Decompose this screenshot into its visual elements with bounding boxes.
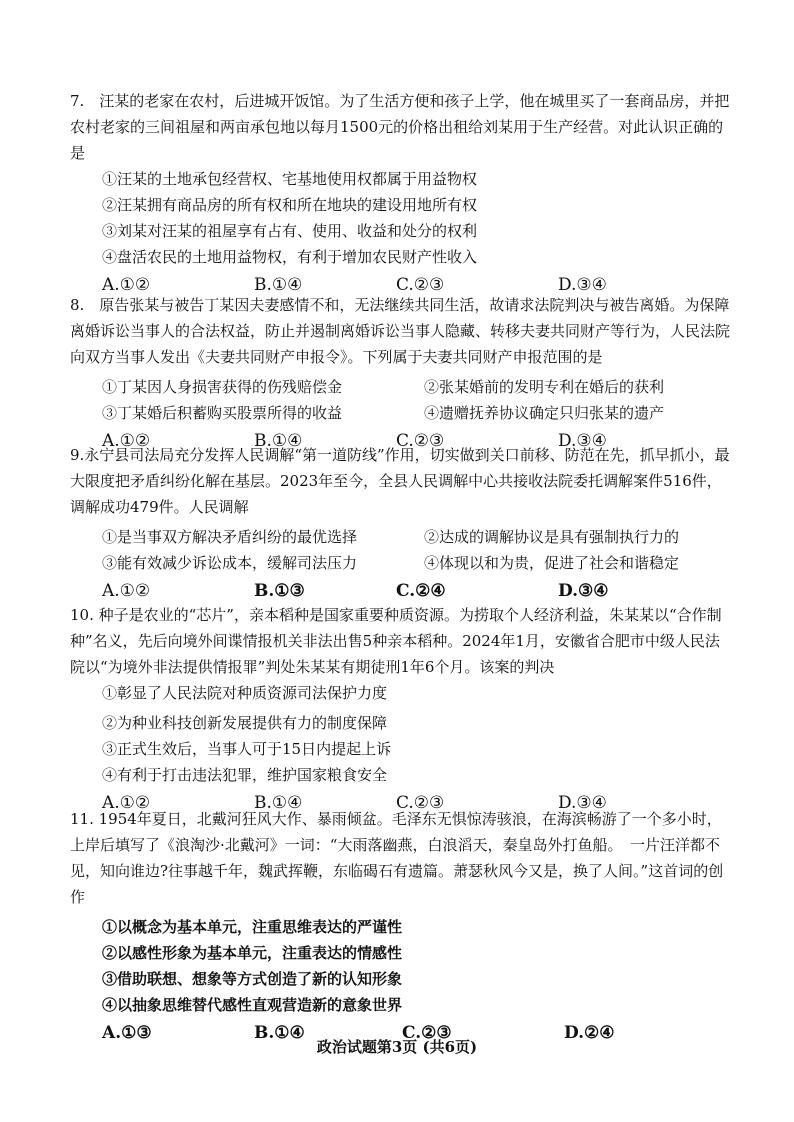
statement: ④盘活农民的土地用益物权，有利于增加农民财产性收入 — [102, 248, 478, 266]
statement: ④有利于打击违法犯罪，维护国家粮食安全 — [102, 766, 388, 784]
question-8 — [70, 292, 734, 456]
option-c: C.②③ — [402, 1023, 452, 1043]
option-b: B.①④ — [254, 431, 303, 451]
option-b: B.①④ — [254, 793, 303, 813]
statement: ②张某婚前的发明专利在婚后的获利 — [424, 378, 665, 396]
statement: ①彰显了人民法院对种质资源司法保护力度 — [102, 684, 388, 702]
statement: ①以概念为基本单元，注重思维表达的严谨性 — [102, 918, 403, 936]
question-stem: 7. 汪某的老家在农村，后进城开饭馆。为了生活方便和孩子上学，他在城里买了一套商品房，并把农村老家的三间祖屋和两亩承包地以每月1500元的价格出租给刘某用于生产经营。对此认识正确的是 — [70, 92, 730, 162]
option-c: C.②③ — [396, 275, 445, 295]
option-c: C.②③ — [396, 793, 445, 813]
option-b: B.①④ — [254, 275, 303, 295]
statement: ①丁某因人身损害获得的伤残赔偿金 — [102, 378, 343, 396]
statement: ④以抽象思维替代感性直观营造新的意象世界 — [102, 996, 403, 1014]
question-9 — [70, 442, 734, 606]
question-stem: 10. 种子是农业的“芯片”，亲本稻种是国家重要种质资源。为捞取个人经济利益，朱某某以“合作制种”名义，先后向境外间谍情报机关非法出售5种亲本稻种。2024年1月，安徽省合肥市中级人民法院以“为境外非法提供情报罪”判处朱某某有期徒刑1年6个月。该案的判决 — [70, 606, 722, 676]
option-a: A.①③ — [102, 1023, 152, 1043]
option-c: C.②③ — [396, 431, 445, 451]
statement: ④体现以和为贵，促进了社会和谐稳定 — [424, 554, 680, 572]
statement: ③正式生效后，当事人可于15日内提起上诉 — [102, 740, 392, 758]
question-stem: 9.永宁县司法局充分发挥人民调解“第一道防线”作用，切实做到关口前移、防范在先，抓早抓小，最大限度把矛盾纠纷化解在基层。2023年至今，全县人民调解中心共接收法院委托调解案件516件，调解成功479件。人民调解 — [70, 446, 730, 516]
option-d: D.②④ — [564, 1023, 615, 1043]
statement: ③丁某婚后积蓄购买股票所得的收益 — [102, 404, 343, 422]
statement: ②以感性形象为基本单元，注重表达的情感性 — [102, 944, 403, 962]
statement: ①是当事双方解决矛盾纠纷的最优选择 — [102, 528, 358, 546]
question-10 — [70, 602, 734, 818]
option-a: A.①② — [102, 431, 151, 451]
statement: ②达成的调解协议是具有强制执行力的 — [424, 528, 680, 546]
statement-grid — [102, 524, 734, 576]
option-a: A.①② — [102, 581, 151, 601]
statement: ②为种业科技创新发展提供有力的制度保障 — [102, 714, 388, 732]
option-d: D.③④ — [558, 275, 607, 295]
statement: ②汪某拥有商品房的所有权和所在地块的建设用地所有权 — [102, 196, 478, 214]
statement: ③能有效减少诉讼成本，缓解司法压力 — [102, 554, 358, 572]
option-d: D.③④ — [558, 581, 609, 601]
option-a: A.①② — [102, 793, 151, 813]
option-a: A.①② — [102, 275, 151, 295]
option-c: C.②④ — [396, 581, 446, 601]
option-b: B.①④ — [254, 1023, 305, 1043]
statement: ①汪某的土地承包经营权、宅基地使用权都属于用益物权 — [102, 170, 478, 188]
statement: ③刘某对汪某的祖屋享有占有、使用、收益和处分的权利 — [102, 222, 478, 240]
statement: ③借助联想、想象等方式创造了新的认知形象 — [102, 970, 403, 988]
question-7 — [70, 88, 734, 300]
question-stem: 8. 原告张某与被告丁某因夫妻感情不和，无法继续共同生活，故请求法院判决与被告离婚。为保障离婚诉讼当事人的合法权益，防止并遏制离婚诉讼当事人隐藏、转移夫妻共同财产等行为，人民法院向双方当事人发出《夫妻共同财产申报令》。下列属于夫妻共同财产申报范围的是 — [70, 296, 731, 366]
question-stem: 11. 1954年夏日，北戴河狂风大作、暴雨倾盆。毛泽东无惧惊涛骇浪，在海滨畅游了一个多小时，上岸后填写了《浪淘沙·北戴河》一词：“大雨落幽燕，白浪滔天，秦皇岛外打鱼船。 一片汪洋都不见，知向谁边?往事越千年，魏武挥鞭，东临碣石有遗篇。萧瑟秋风今又是，换了人间。”这首词的创作 — [70, 810, 724, 906]
statement-grid — [102, 374, 734, 426]
page-footer: 政治试题第3页 (共6页) — [316, 1038, 478, 1056]
option-d: D.③④ — [558, 431, 607, 451]
option-b: B.①③ — [254, 581, 305, 601]
question-11 — [70, 806, 734, 1048]
option-d: D.③④ — [558, 793, 607, 813]
statement: ④遗赠抚养协议确定只归张某的遗产 — [424, 404, 665, 422]
